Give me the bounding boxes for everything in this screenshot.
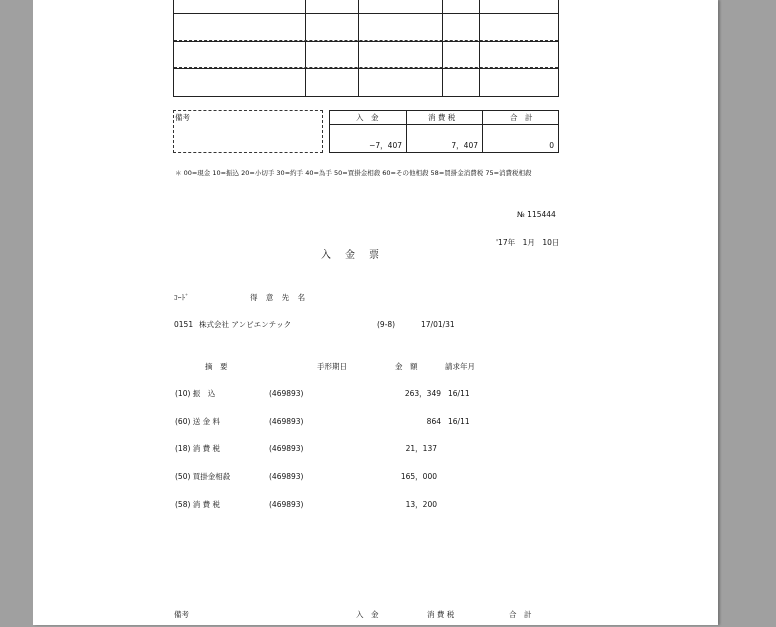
voucher-number: № 115444 [517,210,556,219]
line-description: (50) 買掛金相殺 [175,472,231,481]
footer-header-tax: 消 費 税 [427,610,455,619]
customer-ref: (9-8) [377,320,396,329]
line-billing: 16/11 [448,389,470,398]
line-amount: 263，349 [404,389,441,398]
line-reference: (469893) [269,389,304,398]
totals-value-total: 0 [549,141,554,150]
col-due-date: 手形期日 [317,362,347,371]
remarks-label: 備考 [175,113,190,122]
footer-header-total: 合 計 [509,610,532,619]
line-reference: (469893) [269,417,304,426]
customer-name: 株式会社 アンビエンテック [199,320,292,329]
totals-box [329,110,559,153]
line-amount: 13，200 [405,500,437,509]
col-amount: 金 額 [395,362,418,371]
totals-header-deposit: 入 金 [356,113,379,122]
line-description: (58) 消 費 税 [175,500,221,509]
payment-type-legend: ＊ 00=現金 10=振込 20=小切手 30=約手 40=為手 50=買掛金相殺 60=その他相殺 58=買掛金消費税 75=消費税相殺 [175,169,532,177]
line-billing: 16/11 [448,417,470,426]
totals-header-total: 合 計 [510,113,533,122]
line-amount: 21，137 [405,444,437,453]
customer-header: 得 意 先 名 [250,293,309,302]
previous-voucher-table [173,0,559,97]
col-description: 摘 要 [205,362,228,371]
col-billing-month: 請求年月 [445,362,475,371]
footer-header-deposit: 入 金 [356,610,379,619]
line-reference: (469893) [269,444,304,453]
line-reference: (469893) [269,500,304,509]
code-header: ｺｰﾄﾞ [174,293,189,302]
line-description: (18) 消 費 税 [175,444,221,453]
totals-header-tax: 消 費 税 [428,113,456,122]
customer-code: 0151 [174,320,194,329]
footer-remarks-label: 備考 [174,610,189,619]
line-description: (10) 振 込 [175,389,216,398]
line-description: (60) 送 金 料 [175,417,221,426]
voucher-date: '17年 1月 10日 [496,238,560,247]
line-amount: 165，000 [400,472,437,481]
voucher-title: 入 金 票 [321,250,381,261]
totals-value-tax: 7，407 [451,141,478,150]
totals-value-deposit: −7，407 [369,141,402,150]
document-page[interactable] [33,0,718,625]
line-reference: (469893) [269,472,304,481]
customer-date: 17/01/31 [421,320,455,329]
line-amount: 864 [426,417,441,426]
remarks-box [173,110,323,153]
